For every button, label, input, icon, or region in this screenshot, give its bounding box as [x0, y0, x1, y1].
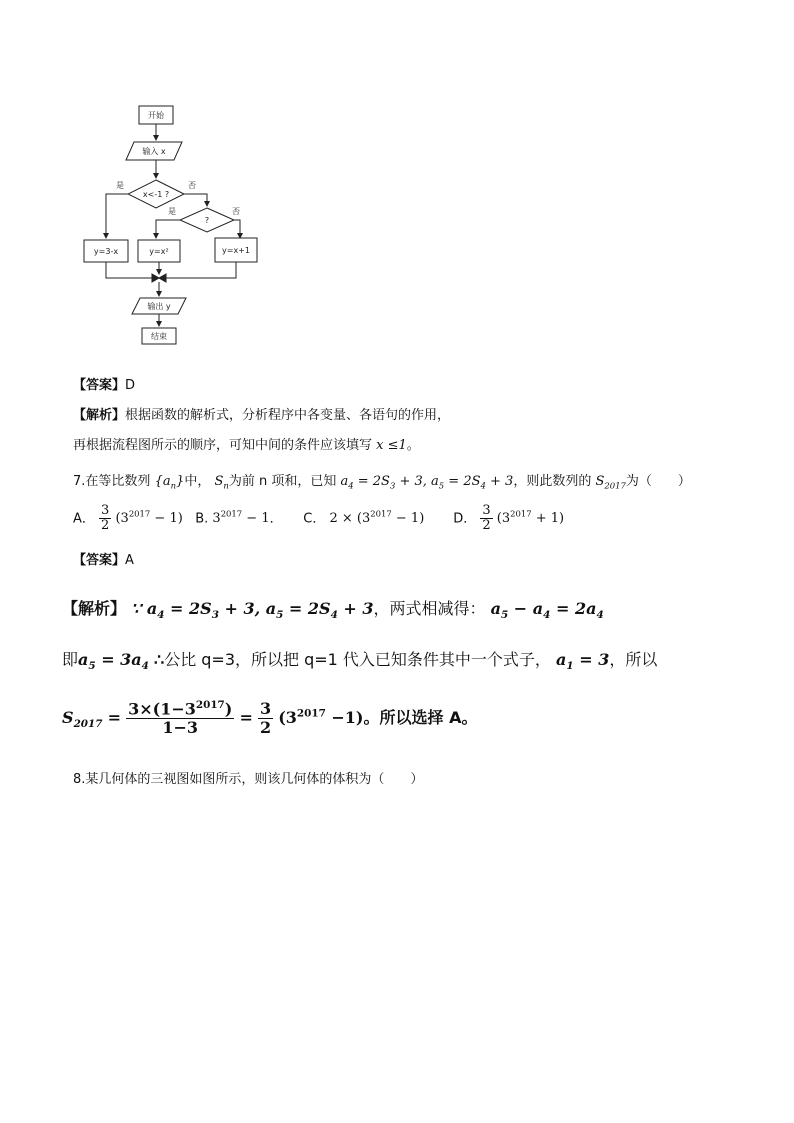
- box3-label: y=x+1: [222, 246, 250, 255]
- q7-stem: 7.在等比数列 $\{a_n\}$中， $S_n$为前 n 项和，已知 $a_4 = 2S_3 + 3$, $a_5 = 2S_4 + 3$，则此数列的 $S_{2017}$为（ ）: [73, 474, 691, 491]
- output-label: 输出 y: [147, 302, 171, 311]
- q6-analysis-1: 【解析】根据函数的解析式，分析程序中各变量、各语句的作用，: [73, 408, 451, 423]
- q6-answer: 【答案】D: [73, 378, 136, 393]
- box2-label: y=x²: [149, 247, 169, 256]
- no-label-1: 否: [188, 181, 196, 190]
- start-label: 开始: [148, 111, 164, 120]
- q7-options: A． $\frac{3}{2}$ $(3^{2017} - 1)$ B. $3^{2017} - 1$． C． $2 \times (3^{2017} - 1)$ D． $\frac{3}{2}$ $(3^{2017} + 1)$: [73, 503, 565, 534]
- no-label-2: 否: [232, 207, 240, 216]
- q7-analysis-2: 即$a_5 = 3a_4$ ∴公比 q=3，所以把 q=1 代入已知条件其中一个式子， $a_1 = 3$，所以: [62, 650, 658, 673]
- cond1-label: x<-1 ?: [142, 190, 170, 199]
- yes-label-1: 是: [116, 181, 124, 190]
- q6-analysis-2: 再根据流程图所示的顺序，可知中间的条件应该填写 x ≤1。: [73, 438, 420, 453]
- q7-analysis-1: 【解析】 ∵ $a_4 = 2S_3 + 3$, $a_5 = 2S_4 + 3$，两式相减得： $a_5 - a_4 = 2a_4$: [62, 599, 604, 622]
- q7-answer: 【答案】A: [73, 553, 134, 568]
- cond2-label: ?: [204, 216, 210, 225]
- end-label: 结束: [151, 332, 167, 341]
- q7-analysis-3: $S_{2017}$ = $\frac{3\times(1-3^{2017})}{1-3}$ = $\frac{3}{2}$ $(3^{2017} -1)$。所以选择 A。: [62, 699, 478, 737]
- input-label: 输入 x: [142, 147, 166, 156]
- q8-stem: 8.某几何体的三视图如图所示，则该几何体的体积为（ ）: [73, 772, 424, 787]
- flowchart: [70, 98, 280, 350]
- box1-label: y=3-x: [93, 247, 119, 256]
- yes-label-2: 是: [168, 207, 176, 216]
